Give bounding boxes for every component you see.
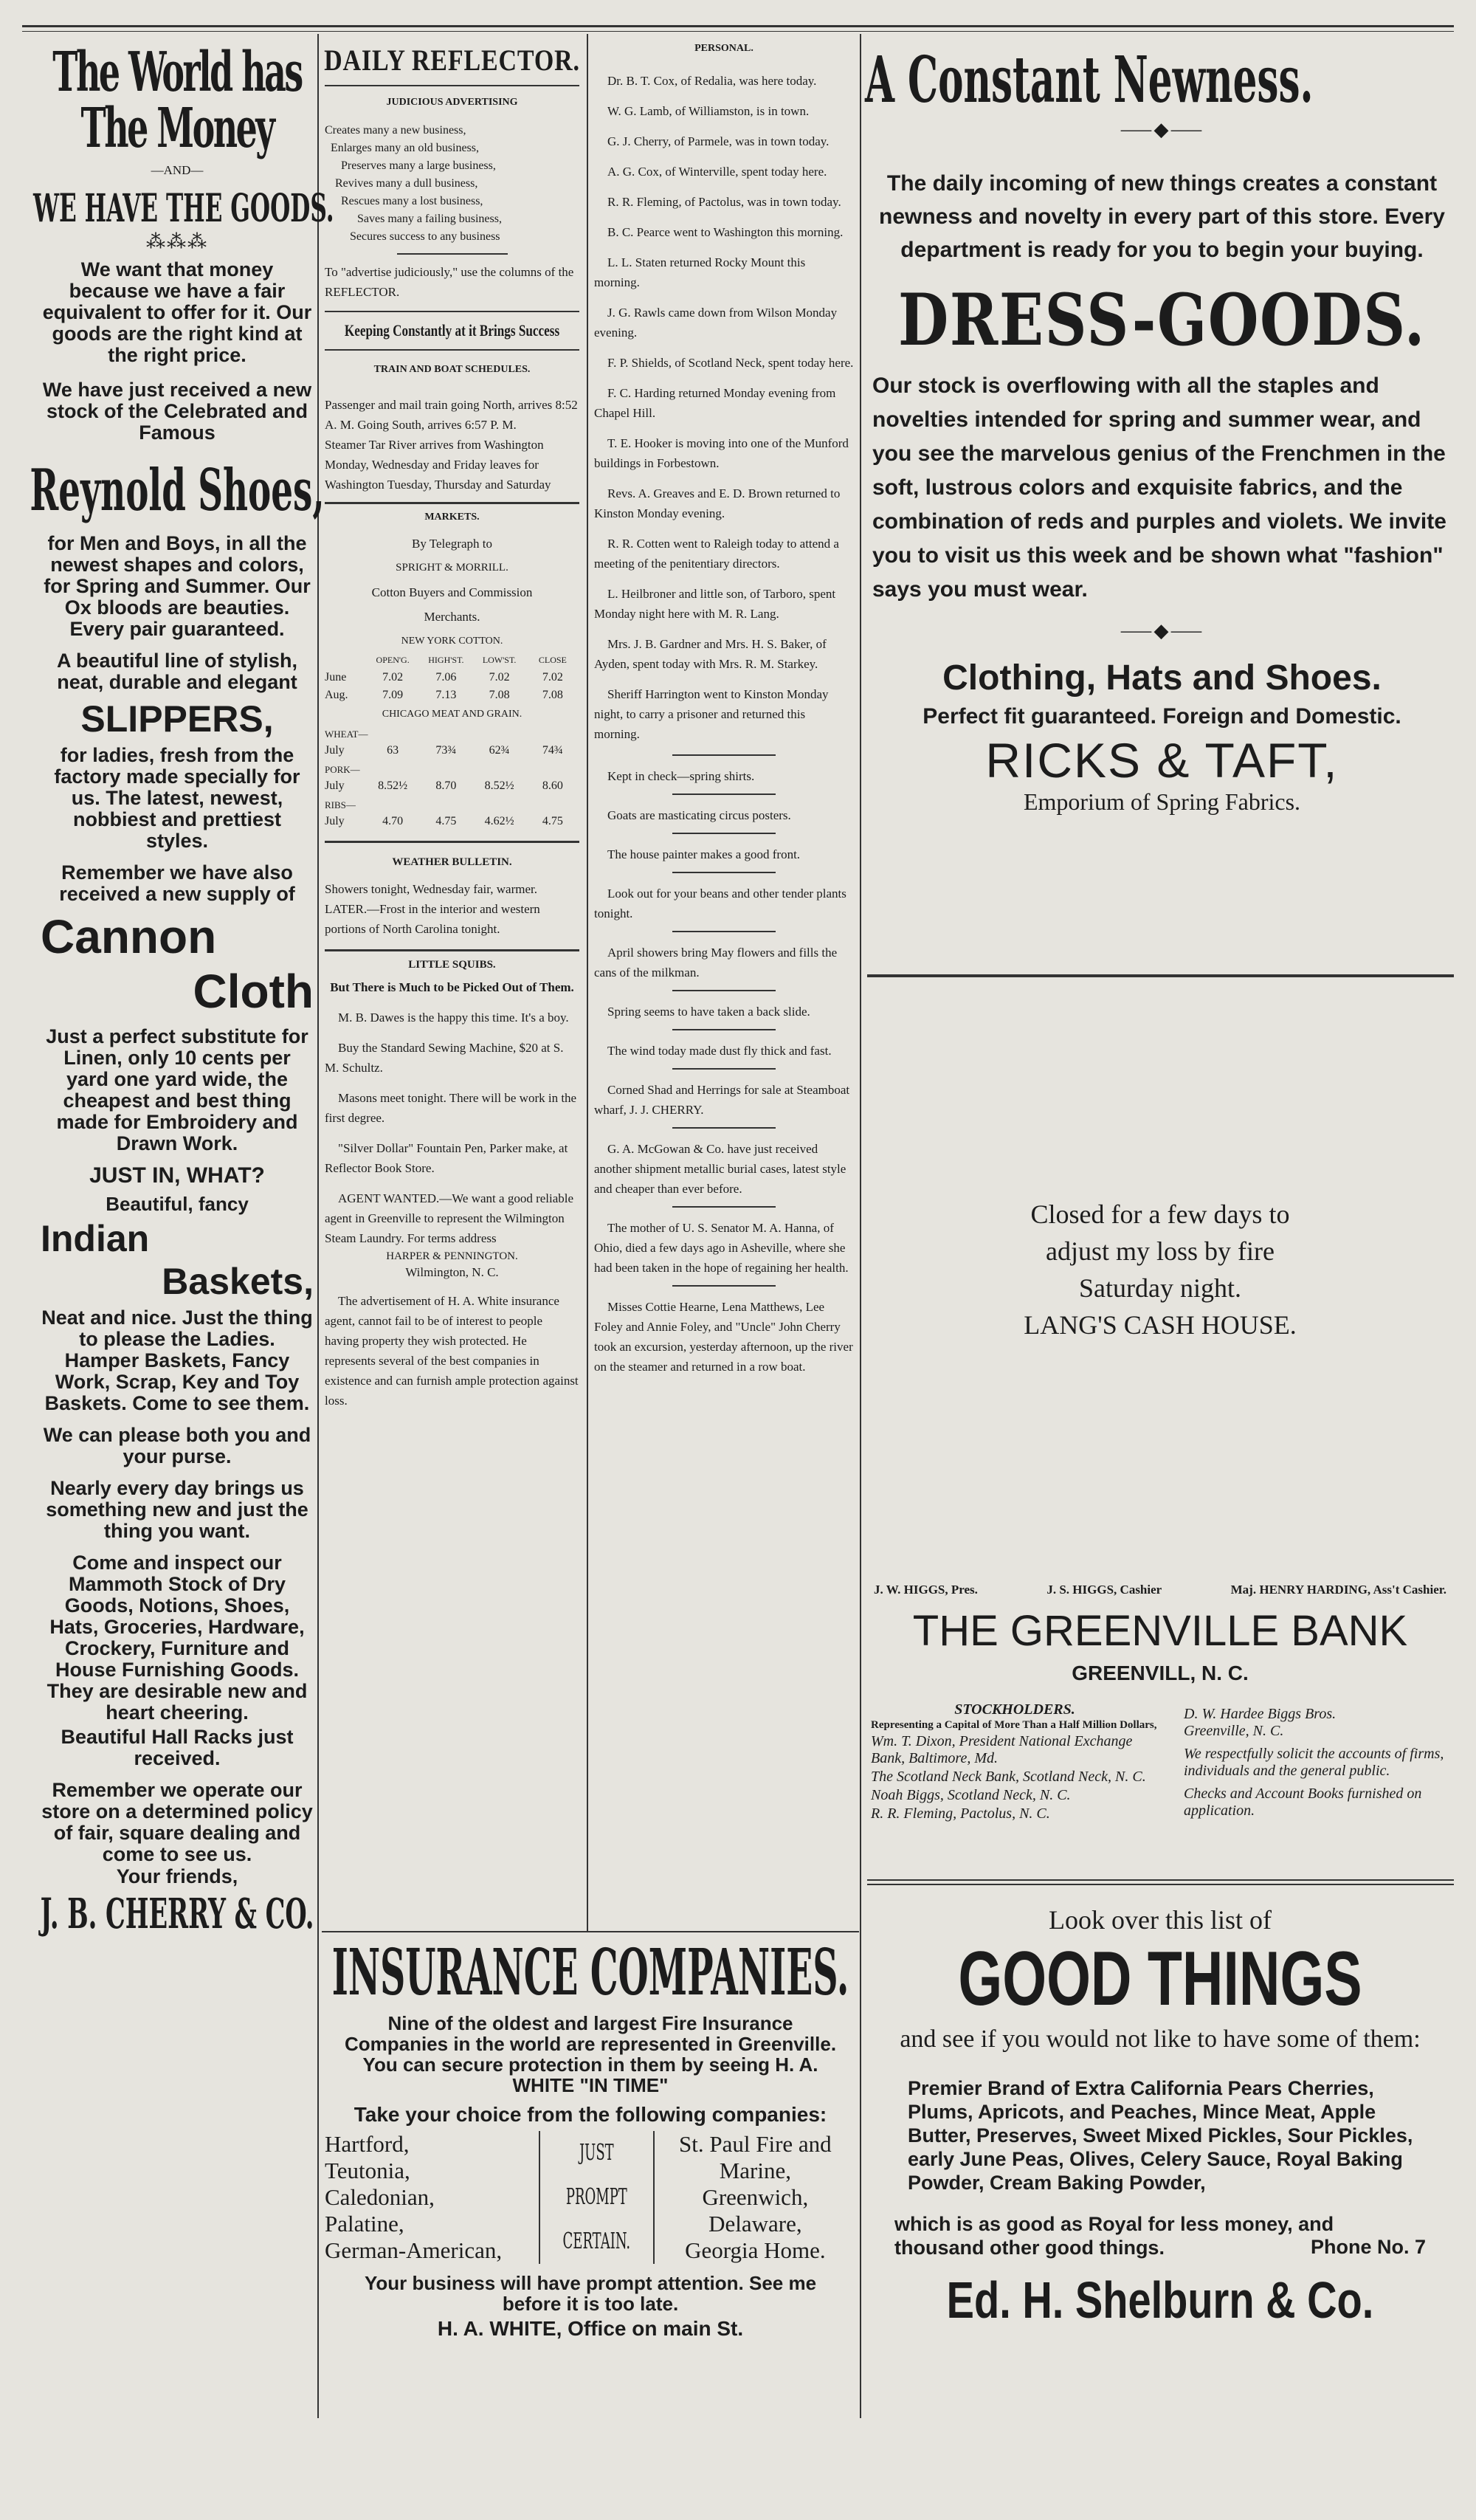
reflector-column (325, 43, 579, 1411)
asst-cashier: Maj. HENRY HARDING, Ass't Cashier. (1230, 1583, 1446, 1597)
personal-item: Dr. B. T. Cox, of Redalia, was here today. (607, 74, 817, 88)
short-item: Kept in check—spring shirts. (607, 769, 755, 783)
table-cell: 7.08 (489, 689, 510, 701)
short-item: Look out for your beans and other tender plants tonight. (594, 887, 846, 920)
table-cell: 7.09 (382, 689, 404, 701)
column-divider-2 (587, 34, 588, 1931)
section-title: WEATHER BULLETIN. (392, 856, 512, 868)
notice-line: Saturday night. (1079, 1273, 1241, 1303)
table-row (325, 669, 579, 686)
look-over: Look over this list of (1049, 1905, 1272, 1935)
divider (672, 1127, 776, 1129)
top-rule-thin (22, 31, 1454, 32)
short-item: Spring seems to have taken a back slide. (607, 1005, 810, 1019)
stockholders (865, 1701, 1455, 1822)
table-cell: LOW'ST. (482, 655, 517, 665)
company-name: Hartford, (325, 2131, 410, 2157)
cherry-ad (30, 41, 334, 1938)
reynold-shoes: Reynold Shoes, (30, 457, 325, 524)
table-cell: June (325, 671, 347, 684)
company-name: Georgia Home. (685, 2237, 826, 2263)
royal-note: which is as good as Royal for less money, and thousand other good things. (894, 2213, 1334, 2259)
bank-note: D. W. Hardee Biggs Bros. (1184, 1706, 1337, 1722)
table-cell: 4.75 (542, 815, 563, 827)
cloth-text: Cloth (193, 965, 314, 1018)
paragraph: A beautiful line of stylish, neat, durable and elegant (56, 650, 298, 693)
table-header (325, 651, 579, 669)
table-cell: 4.70 (382, 815, 404, 827)
we-have-goods: WE HAVE THE GOODS. (32, 186, 334, 231)
personal-item: T. E. Hooker is moving into one of the Munford buildings in Forbestown. (594, 436, 849, 470)
stockholders-title: STOCKHOLDERS. (954, 1701, 1075, 1718)
short-item: The mother of U. S. Senator M. A. Hanna, of Ohio, died a few days ago in Asheville, where she had been taken in the hope of regaining her health. (594, 1221, 849, 1275)
merchants: Merchants. (424, 610, 480, 624)
section-title: LITTLE SQUIBS. (408, 959, 496, 971)
divider (672, 1285, 776, 1287)
table-row (325, 777, 579, 795)
headline-line: The Money (80, 97, 274, 160)
good-things: GOOD THINGS (958, 1936, 1362, 2022)
ornament: ⁂⁂⁂ (146, 231, 208, 252)
stockholder-list (871, 1733, 1159, 1822)
dress-goods: DRESS-GOODS. (898, 278, 1426, 362)
company-name: Marine, (719, 2158, 791, 2183)
squib: AGENT WANTED.—We want a good reliable agent in Greenville to represent the Wilmington Steam Laundry. For terms address (325, 1191, 574, 1245)
paragraph: We have just received a new stock of the Celebrated and Famous (42, 379, 312, 444)
divider (672, 931, 776, 932)
section-title: TRAIN AND BOAT SCHEDULES. (373, 364, 531, 375)
personal-item: J. G. Rawls came down from Wilson Monday evening. (594, 306, 838, 340)
personal-item: A. G. Cox, of Winterville, spent today here. (607, 165, 827, 179)
and-label: —AND— (151, 163, 204, 177)
personal-item: F. P. Shields, of Scotland Neck, spent today here. (607, 356, 854, 370)
table-cell: HIGH'ST. (428, 655, 464, 665)
paragraph: Beautiful Hall Racks just received. (61, 1726, 294, 1769)
section-title: MARKETS. (424, 512, 480, 523)
perfect-fit: Perfect fit guaranteed. Foreign and Domestic. (922, 704, 1401, 729)
divider (672, 793, 776, 795)
paragraph: Come and inspect our Mammoth Stock of Dry Goods, Notions, Shoes, Hats, Groceries, Hardware, Crockery, Furniture and House Furnishing Goods. They are desirable new and heart cheering. (46, 1552, 308, 1724)
emporium: Emporium of Spring Fabrics. (1023, 788, 1301, 815)
cotton-buyers: Cotton Buyers and Commission (371, 585, 533, 599)
advertise-note: To "advertise judiciously," use the columns of the REFLECTOR. (325, 265, 574, 299)
chicago-title: CHICAGO MEAT AND GRAIN. (382, 709, 523, 720)
table-cell: 8.52½ (484, 779, 514, 792)
squibs-subtitle: But There is Much to be Picked Out of Them. (330, 980, 574, 994)
train-text: Passenger and mail train going North, arrives 8:52 A. M. Going South, arrives 6:57 P. M. (325, 398, 578, 432)
personal-item: G. J. Cherry, of Parmele, was in town today. (607, 134, 830, 148)
squib: The advertisement of H. A. White insurance agent, cannot fail to be of interest to people having property they wish protected. He represents several of the best companies in existence and can furnish ample protection against loss. (325, 1294, 579, 1408)
phone-number: Phone No. 7 (1310, 2236, 1426, 2258)
top-rule (22, 25, 1454, 27)
squib: M. B. Dawes is the happy this time. It's a boy. (338, 1011, 569, 1025)
stockholder: Noah Biggs, Scotland Neck, N. C. (871, 1787, 1071, 1803)
divider (325, 949, 579, 951)
personal-item: B. C. Pearce went to Washington this morning. (607, 225, 844, 239)
section-title: PERSONAL. (694, 43, 753, 54)
stockholder: The Scotland Neck Bank, Scotland Neck, N. C. (871, 1769, 1146, 1785)
insurance-signature: H. A. WHITE, Office on main St. (437, 2317, 744, 2340)
table-cell: 8.60 (542, 779, 563, 792)
paragraph: Neat and nice. Just the thing to please the Ladies. (41, 1307, 313, 1350)
indian-text: Indian (41, 1218, 150, 1259)
squib: Masons meet tonight. There will be work in the first degree. (325, 1091, 577, 1125)
company-list-left (325, 2131, 539, 2264)
judicious-line: Secures success to any business (350, 230, 500, 243)
stockholders-left (871, 1701, 1159, 1822)
stockholder: R. R. Fleming, Pactolus, N. C. (871, 1805, 1050, 1822)
paragraph: for Men and Boys, in all the newest shapes and colors, for Spring and Summer. Our Ox bloods are beauties. Every pair guaranteed. (44, 532, 311, 640)
bank-note: We respectfully solicit the accounts of firms, individuals and the general public. (1184, 1746, 1444, 1779)
table-cell: 73¾ (435, 744, 457, 757)
table-cell: 7.08 (542, 689, 563, 701)
company-name: Greenwich, (702, 2184, 809, 2210)
divider (325, 841, 579, 843)
divider (867, 974, 1454, 977)
paragraph: Remember we operate our store on a determined policy of fair, square dealing and come to see us. (41, 1779, 313, 1865)
cotton-table (325, 651, 579, 704)
beautiful-fancy: Beautiful, fancy (106, 1193, 249, 1215)
short-item: Corned Shad and Herrings for sale at Steamboat wharf, J. J. CHERRY. (594, 1083, 850, 1117)
bank-note: Greenville, N. C. (1184, 1723, 1284, 1739)
personal-item: W. G. Lamb, of Williamston, is in town. (607, 104, 810, 118)
judicious-line: Saves many a failing business, (357, 213, 502, 225)
company-table (325, 2131, 856, 2264)
divider (397, 253, 508, 255)
divider (867, 1879, 1454, 1881)
short-item: Misses Cottie Hearne, Lena Matthews, Lee Foley and Annie Foley, and "Uncle" John Cherry took an excursion, yesterday afternoon, up the river on the steamer and returned in a row boat. (594, 1300, 853, 1374)
divider (867, 1884, 1454, 1885)
judicious-line: Rescues many a lost business, (341, 195, 483, 207)
divider (672, 1206, 776, 1208)
cherry-signature: J. B. CHERRY & CO. (40, 1890, 314, 1938)
table-row (325, 742, 579, 760)
divider (325, 311, 579, 312)
short-item: April showers bring May flowers and fills the cans of the milkman. (594, 946, 838, 980)
cashier: J. S. HIGGS, Cashier (1046, 1583, 1162, 1597)
squibs-list (325, 1008, 579, 1411)
table-cell: 8.52½ (378, 779, 408, 792)
table-cell: 7.06 (435, 671, 457, 684)
table-cell: CLOSE (538, 655, 567, 665)
personal-item: Revs. A. Greaves and E. D. Brown returned to Kinston Monday evening. (594, 486, 841, 520)
paragraph: Hamper Baskets, Fancy Work, Scrap, Key and Toy Baskets. Come to see them. (44, 1349, 310, 1414)
squib: Buy the Standard Sewing Machine, $20 at S. M. Schultz. (325, 1041, 564, 1075)
judicious-line: Enlarges many an old business, (331, 142, 480, 154)
keeping-slogan: Keeping Constantly at it Brings Success (344, 321, 560, 340)
table-cell: July (325, 744, 345, 757)
paragraph: for ladies, fresh from the factory made specially for us. The latest, newest, nobbiest and prettiest styles. (54, 744, 300, 852)
table-cell: 4.75 (435, 815, 457, 827)
table-cell: 74¾ (542, 744, 563, 757)
judicious-list (325, 122, 579, 246)
goods-list: Premier Brand of Extra California Pears Cherries, Plums, Apricots, and Peaches, Mince Meat, Apple Butter, Preserves, Sweet Mixed Pickles, Sour Pickles, early June Peas, Olives, Celery Sauce, Royal Baking Powder, Cream Baking Powder, (908, 2077, 1413, 2194)
short-item: Goats are masticating circus posters. (607, 808, 791, 822)
divider (672, 872, 776, 873)
table-row (325, 813, 579, 830)
table-cell: 7.13 (435, 689, 457, 701)
short-item: The wind today made dust fly thick and fast. (607, 1044, 832, 1058)
bank-officers (865, 1583, 1455, 1597)
company-name: Delaware, (708, 2211, 802, 2237)
lang-notice (865, 1196, 1455, 1343)
paragraph: Our stock is overflowing with all the staples and novelties intended for spring and summer wear, and you see the marvelous genius of the Frenchmen in the soft, lustrous colors and exquisite fabrics, and the combination of reds and purples and violets. We invite you to visit us this week and be shown what "fashion" says you must wear. (872, 373, 1446, 602)
chicago-table (325, 727, 579, 830)
table-cell: July (325, 779, 345, 792)
divider (672, 1029, 776, 1030)
personal-item: Mrs. J. B. Gardner and Mrs. H. S. Baker, of Ayden, spent today with Mrs. R. M. Starkey. (594, 637, 827, 671)
commodity-label: WHEAT— (325, 729, 368, 740)
table-cell: 7.02 (542, 671, 563, 684)
squib-signoff: Wilmington, N. C. (405, 1265, 499, 1279)
table-cell: 4.62½ (484, 815, 514, 827)
personal-item: L. L. Staten returned Rocky Mount this morning. (594, 255, 806, 289)
see-if: and see if you would not like to have some of them: (900, 2025, 1421, 2053)
greenville-bank-ad (865, 1583, 1455, 1822)
spright-morrill: SPRIGHT & MORRILL. (396, 562, 508, 574)
insurance-ad (322, 1935, 859, 2341)
paragraph: Remember we have also received a new supply of (59, 861, 295, 905)
headline-line: The World has (52, 41, 302, 104)
table-row (325, 686, 579, 704)
paragraph: We can please both you and your purse. (43, 1424, 311, 1467)
notice-line: adjust my loss by fire (1046, 1236, 1275, 1266)
bank-town: GREENVILL, N. C. (1072, 1662, 1249, 1684)
divider (672, 990, 776, 991)
short-item: G. A. McGowan & Co. have just received another shipment metallic burial cases, latest style and cheaper than ever before. (594, 1142, 846, 1196)
divider (325, 502, 579, 504)
judicious-line: Revives many a dull business, (335, 177, 478, 190)
judicious-line: Creates many a new business, (325, 124, 466, 137)
personal-item: R. R. Cotten went to Raleigh today to attend a meeting of the penitentiary directors. (594, 537, 839, 571)
squib: "Silver Dollar" Fountain Pen, Parker make, at Reflector Book Store. (325, 1141, 568, 1175)
table-cell: July (325, 815, 345, 827)
divider (322, 1931, 859, 1932)
bank-name: THE GREENVILLE BANK (912, 1607, 1408, 1655)
ricks-taft-ad (865, 43, 1459, 816)
company-name: German-American, (325, 2237, 503, 2263)
paragraph: The daily incoming of new things creates a constant newness and novelty in every part of this store. Every department is ready for you to begin your buying. (879, 171, 1445, 262)
paragraph: We want that money because we have a fair equivalent to offer for it. Our goods are the right kind at the right price. (42, 258, 312, 366)
divider (325, 85, 579, 86)
table-cell (325, 651, 366, 669)
table-cell: OPEN'G. (376, 655, 410, 665)
masthead: DAILY REFLECTOR. (324, 44, 580, 77)
divider (672, 754, 776, 756)
company-list-right (655, 2131, 856, 2264)
table-cell: Aug. (325, 689, 348, 701)
section-title: JUDICIOUS ADVERTISING (386, 97, 518, 108)
paragraph: Nearly every day brings us something new and just the thing you want. (46, 1477, 308, 1542)
ornament: ⸺◆⸺ (1120, 620, 1204, 641)
personal-column (594, 43, 854, 1377)
notice-line: LANG'S CASH HOUSE. (1024, 1310, 1297, 1340)
insurance-prompt: Your business will have prompt attention. See me before it is too late. (364, 2272, 817, 2315)
constant-newness: A Constant Newness. (865, 43, 1314, 117)
divider (672, 833, 776, 834)
company-slogan: PROMPT (565, 2184, 627, 2210)
personal-item: F. C. Harding returned Monday evening from Chapel Hill. (594, 386, 836, 420)
shelburn-ad (865, 1904, 1455, 2330)
ornament: ⸺◆⸺ (1120, 119, 1204, 140)
insurance-title: INSURANCE COMPANIES. (331, 1935, 849, 2010)
steamer-text: Steamer Tar River arrives from Washington Monday, Wednesday and Friday leaves for Washington Tuesday, Thursday and Saturday (325, 438, 551, 492)
insurance-take: Take your choice from the following companies: (354, 2103, 827, 2126)
commodity-label: PORK— (325, 764, 360, 775)
personal-item: Sheriff Harrington went to Kinston Monday night, to carry a prisoner and returned this morning. (594, 687, 829, 741)
shelburn-name: Ed. H. Shelburn & Co. (946, 2271, 1374, 2329)
judicious-line: Preserves many a large business, (341, 159, 496, 172)
weather-text: Showers tonight, Wednesday fair, warmer. (325, 882, 537, 896)
president: J. W. HIGGS, Pres. (874, 1583, 978, 1597)
company-slogan: JUST (579, 2140, 614, 2166)
table-cell: 7.02 (489, 671, 510, 684)
just-in: JUST IN, WHAT? (89, 1163, 265, 1188)
column-divider-1 (317, 34, 319, 2418)
table-cell: 7.02 (382, 671, 404, 684)
insurance-intro: Nine of the oldest and largest Fire Insurance Companies in the world are represented in Greenville. You can secure protection in them by seeing H. A. WHITE "IN TIME" (344, 2012, 837, 2096)
company-name: Palatine, (325, 2211, 404, 2237)
paragraph: Just a perfect substitute for Linen, only 10 cents per yard one yard wide, the cheapest and best thing made for Embroidery and Drawn Work. (46, 1025, 308, 1154)
capital-note: Representing a Capital of More Than a Half Million Dollars, (871, 1719, 1157, 1731)
company-slogan: CERTAIN. (562, 2228, 631, 2254)
commodity-label: RIBS— (325, 799, 356, 810)
bank-notes (1184, 1701, 1449, 1822)
divider (325, 349, 579, 351)
ricks-taft-name: RICKS & TAFT, (985, 733, 1339, 788)
telegraph-line: By Telegraph to (412, 537, 492, 551)
squib-signoff: HARPER & PENNINGTON. (386, 1250, 518, 1262)
personal-item: L. Heilbroner and little son, of Tarboro, spent Monday night here with M. R. Lang. (594, 587, 836, 621)
divider (672, 1068, 776, 1070)
stockholder: Wm. T. Dixon, President National Exchange Bank, Baltimore, Md. (871, 1733, 1133, 1766)
personal-list (594, 71, 854, 744)
company-list-mid (539, 2131, 655, 2264)
headline-world-money (38, 41, 317, 160)
cannon-text: Cannon (41, 910, 217, 963)
your-friends: Your friends, (116, 1865, 238, 1887)
column-divider-3 (860, 34, 861, 2418)
clothing-hats: Clothing, Hats and Shoes. (942, 658, 1382, 698)
company-name: St. Paul Fire and (679, 2131, 832, 2157)
company-name: Caledonian, (325, 2184, 435, 2210)
personal-item: R. R. Fleming, of Pactolus, was in town today. (607, 195, 841, 209)
short-item: The house painter makes a good front. (607, 847, 801, 861)
slippers: SLIPPERS, (80, 698, 274, 740)
baskets-text: Baskets, (162, 1261, 314, 1302)
notice-line: Closed for a few days to (1030, 1199, 1290, 1229)
weather-later: LATER.—Frost in the interior and western portions of North Carolina tonight. (325, 902, 540, 936)
bank-note: Checks and Account Books furnished on application. (1184, 1786, 1422, 1819)
table-cell: 62¾ (489, 744, 510, 757)
short-items (594, 754, 854, 1377)
ny-cotton-title: NEW YORK COTTON. (401, 636, 503, 647)
company-name: Teutonia, (325, 2158, 410, 2183)
table-cell: 8.70 (435, 779, 457, 792)
table-cell: 63 (387, 744, 399, 757)
